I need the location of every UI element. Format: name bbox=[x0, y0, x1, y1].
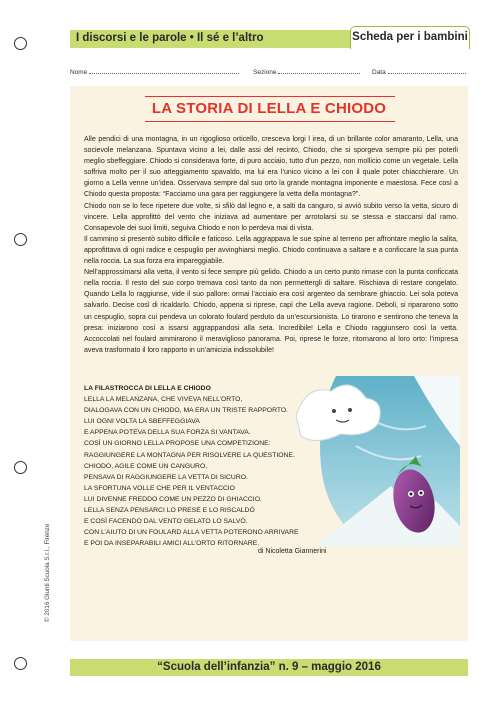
date-label: Data bbox=[372, 69, 386, 76]
poem-line: LELLA LA MELANZANA, CHE VIVEVA NELL’ORTO, bbox=[84, 396, 243, 404]
poem-line: COSÌ UN GIORNO LELLA PROPOSE UNA COMPETIZIONE: bbox=[84, 440, 271, 448]
binder-hole-icon bbox=[14, 461, 27, 474]
poem-line: E APPENA POTEVA DELLA SUA FORZA SI VANTAVA. bbox=[84, 429, 251, 437]
footer-banner bbox=[70, 659, 468, 676]
publication-info: “Scuola dell’infanzia” n. 9 – maggio 2016 bbox=[157, 661, 381, 673]
poem-line: CON L’AIUTO DI UN FOULARD ALLA VETTA POTERONO ARRIVARE bbox=[84, 529, 299, 537]
poem-line: E POI DA INSEPARABILI AMICI ALL’ORTO RITORNARE. bbox=[84, 540, 260, 548]
illustration bbox=[296, 376, 460, 546]
poem-line: LA SFORTUNA VOLLE CHE PER IL VENTACCIO bbox=[84, 484, 235, 492]
section-line[interactable] bbox=[278, 67, 360, 74]
date-field[interactable] bbox=[372, 67, 466, 76]
poem-line: E COSÌ FACENDO DAL VENTO GELATO LO SALVÒ. bbox=[84, 518, 248, 526]
story-title: LA STORIA DI LELLA E CHIODO bbox=[151, 100, 387, 117]
poem-line: PENSAVA DI RAGGIUNGERE LA VETTA DI SICURO. bbox=[84, 473, 248, 481]
poem-line: LELLA SENZA PENSARCI LO PRESE E LO RISCALDÒ bbox=[84, 507, 255, 515]
poem-author: di Nicoletta Giannerini bbox=[258, 548, 327, 555]
sheet-tab bbox=[350, 26, 470, 49]
title-rule-bottom bbox=[145, 121, 395, 122]
copyright-notice: © 2016 Giunti Scuola S.r.l., Firenze bbox=[44, 523, 51, 622]
poem-title: LA FILASTROCCA DI LELLA E CHIODO bbox=[84, 385, 211, 392]
story-paragraph: Chiodo non se lo fece ripetere due volte, si sfilò dal legno e, a salti da canguro, si avviò subito verso la vetta, sicuro di vincere. Lella approfittò del vento che iniziava ad aumentare per arrotolarsi su se stessa e staccarsi dal ramo. Consapevole dei suoi limiti, seguiva Chiodo e non lo perdeva mai di vista. bbox=[84, 202, 458, 232]
story-paragraph: Alle pendici di una montagna, in un rigoglioso orticello, cresceva lorgi l irea, di un brillante color amaranto, Lella, una socievole melanzana. Spuntava vicino a lei, dalle assi del recinto, Chiodo, che si sporgeva sempre più per poterli meglio sbeffeggiare. Chiodo si considerava forte, di puro acciaio, tutto d’un pezzo, non mollicio come un vegetale. Lella soffriva molto per il suo atteggiamento spavaldo, ma lui era l’unico vicino a lei con il quale poter chiacchierare. Un giorno a Lella venne un’idea. Osservava sempre dal suo orto la grande montagna imponente e maestosa. Fece così a Chiodo questa proposta: “Facciamo una gara per raggiungere la vetta della montagna?”. bbox=[84, 136, 458, 199]
date-line[interactable] bbox=[388, 67, 466, 74]
section-title: I discorsi e le parole • Il sé e l’altro bbox=[76, 32, 264, 44]
story-paragraph: Il cammino si presentò subito difficile e faticoso. Lella aggrappava le sue spine al terreno per affrontare meglio la salita, approfittava di ogni radice e cespuglio per avvinghiarsi meglio. Chiodo continuava a saltare e a conficcare la sua punta nella roccia. La sua forza era impareggiabile. bbox=[84, 235, 458, 266]
title-rule-top bbox=[145, 96, 395, 97]
section-field[interactable] bbox=[253, 67, 360, 76]
section-label: Sezione bbox=[253, 69, 277, 76]
binder-hole-icon bbox=[14, 657, 27, 670]
name-line[interactable] bbox=[89, 67, 239, 74]
binder-hole-icon bbox=[14, 233, 27, 246]
poem bbox=[84, 383, 299, 549]
story-text bbox=[84, 134, 458, 356]
poem-line: LUI OGNI VOLTA LA SBEFFEGGIAVA bbox=[84, 418, 200, 426]
poem-line: RAGGIUNGERE LA MONTAGNA PER RISOLVERE LA QUESTIONE. bbox=[84, 451, 295, 459]
binder-hole-icon bbox=[14, 37, 27, 50]
content-panel bbox=[70, 86, 468, 641]
name-label: Nome bbox=[70, 69, 88, 76]
sheet-tab-label: Scheda per i bambini bbox=[352, 31, 468, 43]
student-fields bbox=[70, 67, 468, 79]
poem-line: LUI DIVENNE FREDDO COME UN PEZZO DI GHIACCIO. bbox=[84, 495, 262, 503]
poem-line: CHIODO, AGILE COME UN CANGURO, bbox=[84, 462, 208, 470]
name-field[interactable] bbox=[70, 67, 239, 76]
poem-line: DIALOGAVA CON UN CHIODO, MA ERA UN TRISTE RAPPORTO. bbox=[84, 407, 289, 415]
story-paragraph: Nell’approssimarsi alla vetta, il vento si fece sempre più gelido. Chiodo a un certo punto rimase con la punta conficcata nella roccia. Il resto del suo corpo tremava così tanto da non permettergli di saltare. Rischiava di restare congelato. Quando Lella lo raggiunse, vide il suo pallore: ormai l’acciaio era così argenteo da sembrare ghiaccio. Lei sola poteva salvarlo. Decise così di ricaldarlo. Chiodo, appena si riprese, capì che Lella aveva ragione. Deboli, si ripararono sotto un cespuglio, sopra cui pendeva un colorato foulard perduto da un’escursionista. Lo tirarono e sentirono che teneva la presa: iniziarono così a issarsi aggrappandosi alla seta. Incredibile! Lella e Chiodo raggiunsero così la vetta. Accoccolati nel foulard ammirarono il meraviglioso panorama. Poi, riprese le forze, ritornarono al loro orto: l’impresa aveva trasformato il loro rapporto in un’amicizia indissolubile! bbox=[84, 269, 458, 354]
